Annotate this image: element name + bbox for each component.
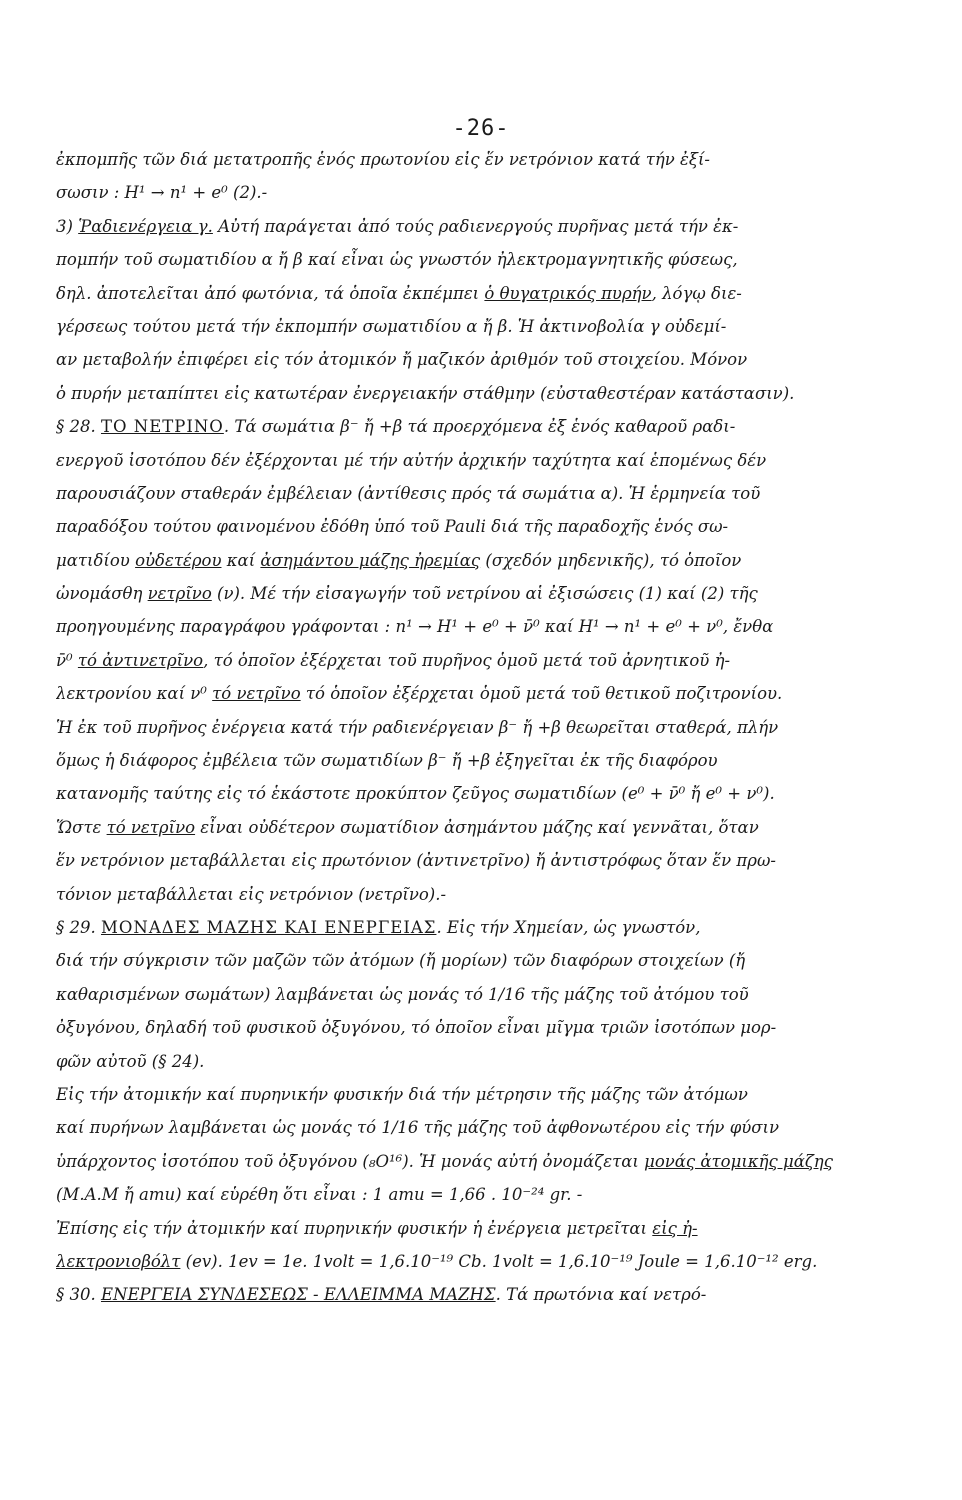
text-span: προηγουμένης παραγράφου γράφονται : n¹ → H¹ + e⁰ + ν̄⁰ καί H¹ → n¹ + e⁰ + ν⁰, ἔνθα: [56, 617, 774, 637]
text-line: [56, 577, 916, 610]
text-span: κατανομῆς ταύτης εἰς τό ἑκάστοτε προκύπτον ζεῦγος σωματιδίων (e⁰ + ν̄⁰ ἤ e⁰ + ν⁰).: [56, 784, 775, 804]
underlined-text: ΤΟ ΝΕΤΡΙΝΟ: [100, 417, 224, 437]
text-span: ἕν νετρόνιον μεταβάλλεται εἰς πρωτόνιον (ἀντινετρῖνο) ἤ ἀντιστρόφως ὅταν ἕν πρω-: [56, 851, 776, 871]
text-line: [56, 143, 916, 176]
text-line: [56, 243, 916, 276]
handwritten-text-body: [56, 143, 916, 1312]
text-line: [56, 1011, 916, 1044]
text-span: , λόγῳ διε-: [651, 283, 742, 303]
text-span: , τό ὁποῖον ἐξέρχεται τοῦ πυρῆνος ὁμοῦ μετά τοῦ ἀρνητικοῦ ἠ-: [203, 650, 731, 670]
text-line: [56, 277, 916, 310]
text-line: [56, 544, 916, 577]
text-span: καθαρισμένων σωμάτων) λαμβάνεται ὡς μονάς τό 1/16 τῆς μάζης τοῦ ἀτόμου τοῦ: [56, 984, 749, 1004]
underlined-text: ΜΟΝΑΔΕΣ ΜΑΖΗΣ ΚΑΙ ΕΝΕΡΓΕΙΑΣ: [100, 917, 437, 937]
text-span: εἶναι οὐδέτερον σωματίδιον ἀσημάντου μάζης καί γεννᾶται, ὅταν: [195, 817, 759, 837]
text-line: [56, 610, 916, 643]
text-span: Ἡ ἐκ τοῦ πυρῆνος ἐνέργεια κατά τήν ραδιενέργειαν β⁻ ἤ +β θεωρεῖται σταθερά, πλήν: [56, 717, 779, 737]
text-line: [56, 777, 916, 810]
text-line: [56, 944, 916, 977]
text-span: 3): [56, 216, 79, 236]
text-line: [56, 844, 916, 877]
underlined-text: ΕΝΕΡΓΕΙΑ ΣΥΝΔΕΣΕΩΣ - ΕΛΛΕΙΜΜΑ ΜΑΖΗΣ: [100, 1285, 496, 1305]
text-span: ν̄⁰: [56, 650, 78, 670]
underlined-text: μονάς ἀτομικῆς μάζης: [644, 1151, 833, 1171]
text-span: ὠνομάσθη: [56, 584, 148, 604]
text-line: [56, 444, 916, 477]
text-line: [56, 1111, 916, 1144]
text-line: [56, 343, 916, 376]
text-span: διά τήν σύγκρισιν τῶν μαζῶν τῶν ἀτόμων (ἤ μορίων) τῶν διαφόρων στοιχείων (ἤ: [56, 951, 746, 971]
underlined-text: τό νετρῖνο: [212, 684, 301, 704]
text-span: Ἐπίσης εἰς τήν ἀτομικήν καί πυρηνικήν φυσικήν ἡ ἐνέργεια μετρεῖται: [56, 1218, 653, 1238]
text-span: φῶν αὐτοῦ (§ 24).: [56, 1051, 205, 1071]
text-line: [56, 1145, 916, 1178]
underlined-text: ὁ θυγατρικός πυρήν: [484, 283, 652, 303]
text-span: (Μ.Α.Μ ἤ amu) καί εὑρέθη ὅτι εἶναι : 1 amu = 1,66 . 10⁻²⁴ gr. -: [56, 1185, 583, 1205]
text-line: [56, 978, 916, 1011]
text-span: . Εἰς τήν Χημείαν, ὡς γνωστόν,: [436, 917, 701, 937]
text-line: [56, 811, 916, 844]
text-span: ὁ πυρήν μεταπίπτει εἰς κατωτέραν ἐνεργειακήν στάθμην (εὐσταθεστέραν κατάστασιν).: [56, 383, 795, 403]
text-span: παραδόξου τούτου φαινομένου ἐδόθη ὑπό τοῦ Pauli διά τῆς παραδοχῆς ἑνός σω-: [56, 517, 729, 537]
text-span: σωσιν : H¹ → n¹ + e⁰ (2).-: [56, 183, 268, 203]
text-line: [56, 377, 916, 410]
text-span: ματιδίου: [56, 550, 136, 570]
text-line: [56, 644, 916, 677]
text-span: Εἰς τήν ἀτομικήν καί πυρηνικήν φυσικήν διά τήν μέτρησιν τῆς μάζης τῶν ἀτόμων: [56, 1084, 748, 1104]
text-line: [56, 1212, 916, 1245]
underlined-text: οὐδετέρου: [135, 550, 222, 570]
underlined-text: Ῥαδιενέργεια γ.: [78, 216, 213, 236]
text-span: § 28.: [56, 417, 101, 437]
text-span: καί: [221, 550, 261, 570]
text-line: [56, 176, 916, 209]
text-span: ἐκπομπῆς τῶν διά μετατροπῆς ἑνός πρωτονίου εἰς ἕν νετρόνιον κατά τήν ἐξί-: [56, 150, 710, 169]
text-span: πομπήν τοῦ σωματιδίου α ἤ β καί εἶναι ὡς γνωστόν ἠλεκτρομαγνητικῆς φύσεως,: [56, 250, 738, 270]
underlined-text: τό ἀντινετρῖνο: [77, 650, 204, 670]
text-span: γέρσεως τούτου μετά τήν ἐκπομπήν σωματιδίου α ἤ β. Ἡ ἀκτινοβολία γ οὐδεμί-: [56, 316, 727, 336]
text-line: [56, 711, 916, 744]
text-span: (ν). Μέ τήν εἰσαγωγήν τοῦ νετρίνου αἱ ἐξισώσεις (1) καί (2) τῆς: [211, 584, 758, 604]
page-number: -26-: [452, 116, 510, 141]
text-span: . Τά σωμάτια β⁻ ἤ +β τά προερχόμενα ἐξ ἑνός καθαροῦ ραδι-: [223, 417, 736, 437]
text-line: [56, 1278, 916, 1311]
text-line: [56, 210, 916, 243]
underlined-text: νετρῖνο: [147, 584, 212, 604]
text-line: [56, 1245, 916, 1278]
text-span: Αὐτή παράγεται ἀπό τούς ραδιενεργούς πυρῆνας μετά τήν ἐκ-: [212, 216, 739, 236]
underlined-text: λεκτρονιοβόλτ: [56, 1251, 181, 1271]
text-span: § 29.: [56, 917, 101, 937]
text-line: [56, 1045, 916, 1078]
text-line: [56, 310, 916, 343]
text-span: (σχεδόν μηδενικῆς), τό ὁποῖον: [480, 550, 742, 570]
text-span: (ev). 1ev = 1e. 1volt = 1,6.10⁻¹⁹ Cb. 1volt = 1,6.10⁻¹⁹ Joule = 1,6.10⁻¹² erg.: [180, 1251, 818, 1271]
text-span: ὀξυγόνου, δηλαδή τοῦ φυσικοῦ ὀξυγόνου, τό ὁποῖον εἶναι μῖγμα τριῶν ἰσοτόπων μορ-: [56, 1018, 777, 1038]
text-span: Ὥστε: [56, 817, 107, 837]
text-span: λεκτρονίου καί ν⁰: [56, 684, 213, 704]
text-line: [56, 1078, 916, 1111]
text-span: ενεργοῦ ἰσοτόπου δέν ἐξέρχονται μέ τήν αὐτήν ἀρχικήν ταχύτητα καί ἑπομένως δέν: [56, 450, 767, 470]
text-span: ὅμως ἡ διάφορος ἐμβέλεια τῶν σωματιδίων β⁻ ἤ +β ἐξηγεῖται ἐκ τῆς διαφόρου: [56, 751, 718, 771]
text-line: [56, 911, 916, 944]
text-line: [56, 510, 916, 543]
underlined-text: τό νετρῖνο: [106, 817, 196, 837]
text-span: § 30.: [56, 1285, 101, 1305]
text-line: [56, 744, 916, 777]
text-span: αν μεταβολήν ἐπιφέρει εἰς τόν ἀτομικόν ἤ μαζικόν ἀριθμόν τοῦ στοιχείου. Μόνον: [56, 350, 748, 370]
text-line: [56, 677, 916, 710]
text-span: καί πυρήνων λαμβάνεται ὡς μονάς τό 1/16 τῆς μάζης τοῦ ἀφθονωτέρου εἰς τήν φύσιν: [56, 1118, 780, 1138]
text-span: . Τά πρωτόνια καί νετρό-: [495, 1285, 707, 1305]
text-line: [56, 878, 916, 911]
text-span: τό ὁποῖον ἐξέρχεται ὁμοῦ μετά τοῦ θετικοῦ ποζιτρονίου.: [300, 684, 783, 704]
text-line: [56, 410, 916, 443]
text-span: δηλ. ἀποτελεῖται ἀπό φωτόνια, τά ὁποῖα ἐκπέμπει: [56, 283, 485, 303]
text-span: ὑπάρχοντος ἰσοτόπου τοῦ ὀξυγόνου (₈O¹⁶). Ἡ μονάς αὐτή ὀνομάζεται: [56, 1151, 645, 1171]
underlined-text: εἰς ἠ-: [652, 1218, 698, 1238]
text-line: [56, 1178, 916, 1211]
underlined-text: ἀσημάντου μάζης ἠρεμίας: [260, 550, 481, 570]
text-line: [56, 477, 916, 510]
text-span: τόνιον μεταβάλλεται εἰς νετρόνιον (νετρῖνο).-: [56, 884, 447, 904]
text-span: παρουσιάζουν σταθεράν ἐμβέλειαν (ἀντίθεσις πρός τά σωμάτια α). Ἡ ἑρμηνεία τοῦ: [56, 483, 761, 503]
